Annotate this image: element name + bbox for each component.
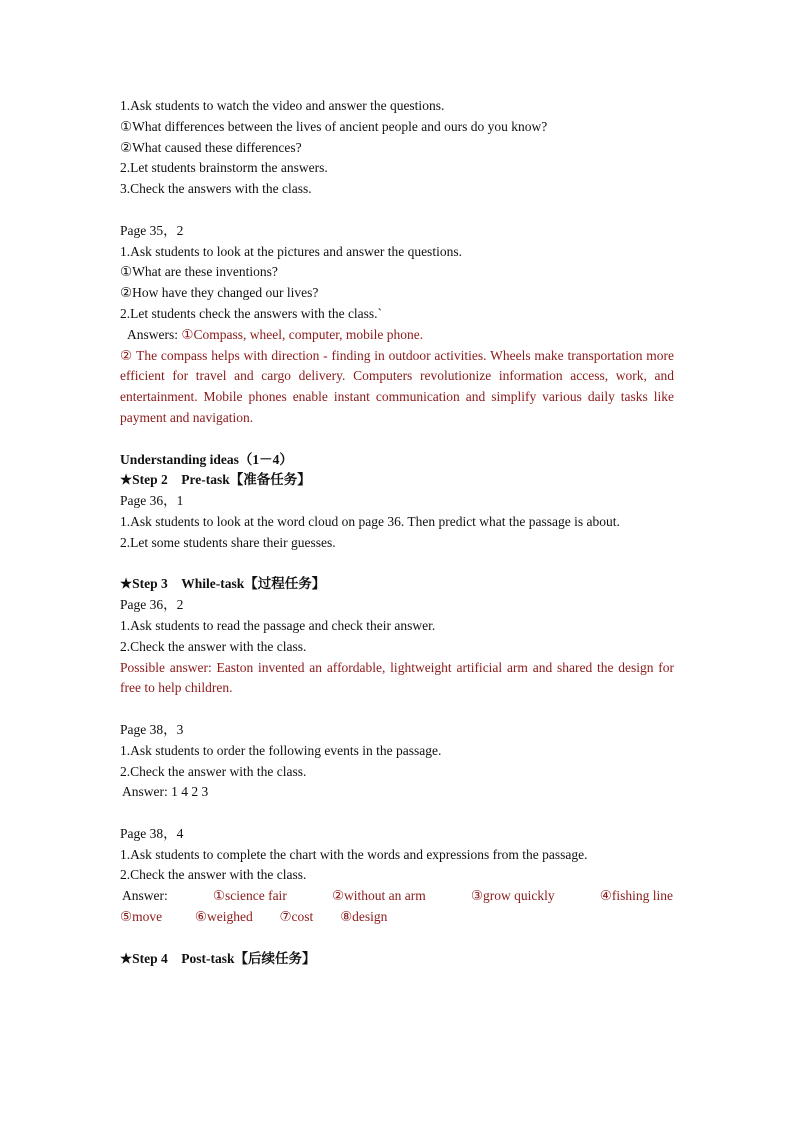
page-reference: Page 38，4	[120, 825, 184, 841]
answer-item: ⑧design	[340, 909, 388, 925]
question-line: ①What are these inventions?	[120, 264, 278, 280]
instruction-paragraph: 1.Ask students to complete the chart with the words and expressions from the passage.	[120, 846, 588, 862]
instruction-line: 2.Let students brainstorm the answers.	[120, 160, 328, 176]
step-heading: ★Step 2 Pre-task【准备任务】	[120, 472, 311, 488]
answers-text: ①Compass, wheel, computer, mobile phone.	[181, 326, 424, 342]
page-reference: Page 35，2	[120, 222, 184, 238]
spacer	[120, 554, 674, 575]
instruction-line: 2.Check the answer with the class.	[120, 867, 307, 883]
question-line: ①What differences between the lives of ancient people and ours do you know?	[120, 118, 548, 134]
instruction-line: 2.Check the answer with the class.	[120, 763, 307, 779]
answer-item: ①science fair	[212, 888, 287, 904]
spacer	[120, 200, 674, 221]
instruction-line: 1.Ask students to look at the pictures and answer the questions.	[120, 243, 462, 259]
answer-item: ③grow quickly	[470, 888, 555, 904]
instruction-line: 1.Ask students to read the passage and check their answer.	[120, 617, 436, 633]
answer-item: ④fishing line	[599, 888, 673, 904]
instruction-line: 1.Ask students to watch the video and answer the questions.	[120, 98, 445, 113]
section-heading: Understanding ideas（1－4）	[120, 451, 293, 467]
spacer	[120, 429, 674, 450]
page-reference: Page 36，2	[120, 597, 184, 613]
instruction-paragraph: 1.Ask students to look at the word cloud on page 36. Then predict what the passage is about.	[120, 513, 620, 529]
question-line: ②How have they changed our lives?	[120, 285, 319, 301]
step-heading: ★Step 3 While-task【过程任务】	[120, 576, 326, 592]
instruction-line: 2.Let students check the answers with the class.`	[120, 305, 383, 321]
spacer	[120, 803, 674, 824]
answer-row	[120, 907, 674, 928]
question-line: ②What caused these differences?	[120, 139, 302, 155]
spacer	[120, 699, 674, 720]
answer-item: ⑦cost	[279, 909, 314, 925]
answer-line: Answer: 1 4 2 3	[122, 784, 209, 800]
page-reference: Page 38，3	[120, 721, 184, 737]
instruction-line: 2.Check the answer with the class.	[120, 638, 307, 654]
answer-item: ②without an arm	[331, 888, 426, 904]
spacer	[120, 928, 674, 949]
answer-item: ⑥weighed	[194, 909, 253, 925]
possible-answer: Possible answer: Easton invented an affordable, lightweight artificial arm and shared the design for free to help children.	[120, 659, 674, 696]
answer-item: ⑤move	[120, 909, 163, 925]
answers-line	[120, 325, 674, 346]
instruction-line: 3.Check the answers with the class.	[120, 181, 312, 197]
instruction-line: 1.Ask students to order the following events in the passage.	[120, 742, 442, 758]
answers-paragraph: ② The compass helps with direction - finding in outdoor activities. Wheels make transportation more efficient for travel and cargo delivery. Computers revolutionize information access, work, and entertainment. Mobile phones enable instant communication and simplify various daily tasks like payment and navigation.	[120, 347, 674, 425]
lesson-plan-document	[120, 96, 674, 969]
page-reference: Page 36，1	[120, 493, 184, 509]
step-heading: ★Step 4 Post-task【后续任务】	[120, 950, 316, 966]
answers-label: Answers:	[127, 326, 182, 342]
answer-row	[120, 886, 673, 907]
instruction-line: 2.Let some students share their guesses.	[120, 534, 336, 550]
answer-label: Answer:	[122, 888, 168, 904]
